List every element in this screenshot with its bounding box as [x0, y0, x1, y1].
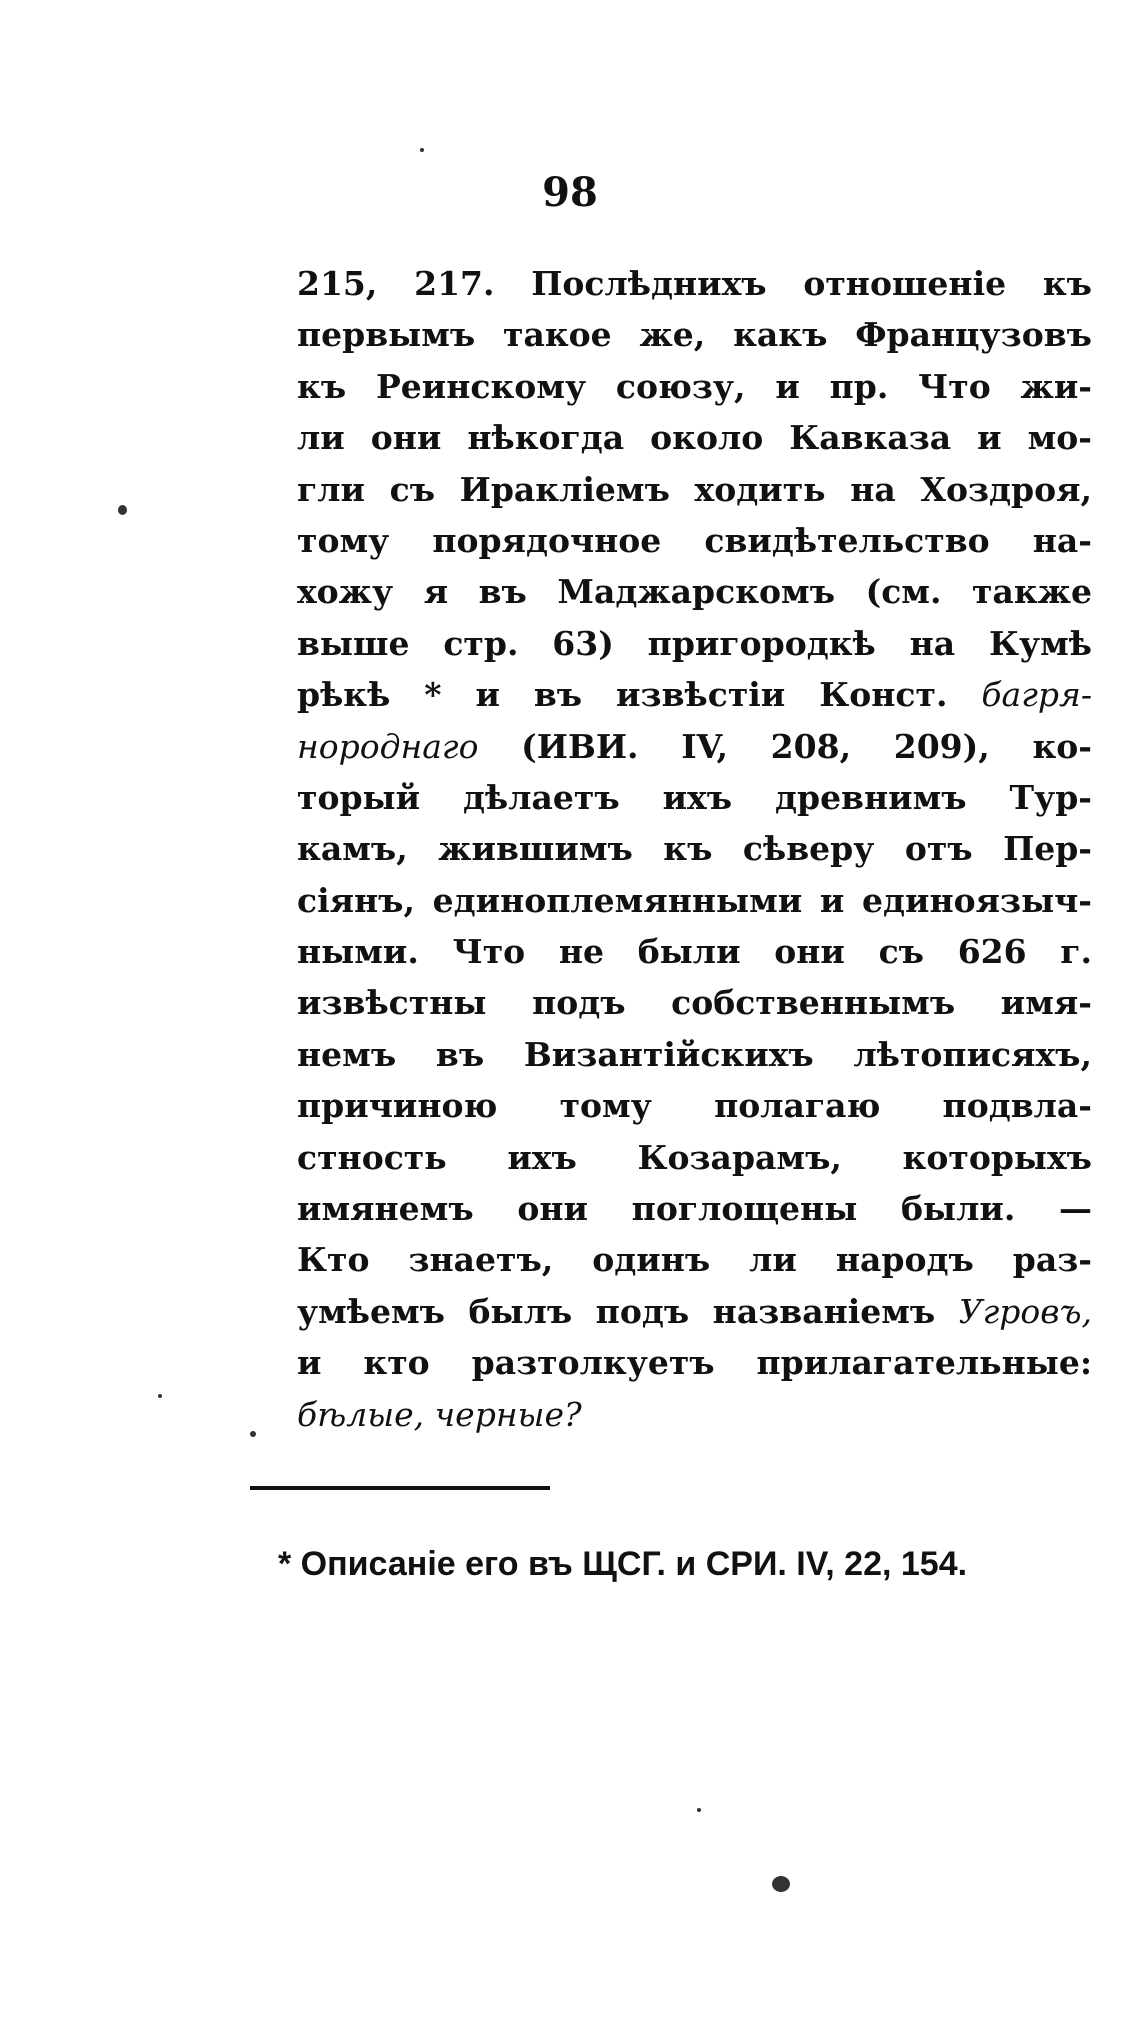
text-run: сіянъ, единоплемянными и единоязыч-	[297, 880, 1092, 920]
text-run: тому порядочное свидѣтельство на-	[297, 520, 1092, 560]
text-run: торый дѣлаетъ ихъ древнимъ Тур-	[297, 777, 1092, 817]
text-line	[297, 1234, 1092, 1285]
scan-speck	[250, 1431, 256, 1437]
italic-run: Угровъ,	[958, 1291, 1092, 1331]
text-line	[297, 1080, 1092, 1131]
scan-speck	[420, 148, 424, 152]
text-run: имянемъ они поглощены были. —	[297, 1189, 1092, 1229]
text-line	[297, 618, 1092, 669]
text-run: немъ въ Византійскихъ лѣтописяхъ,	[297, 1034, 1092, 1074]
text-line	[297, 1337, 1092, 1388]
text-line	[297, 875, 1092, 926]
body-text	[297, 258, 1092, 1440]
text-line	[297, 772, 1092, 823]
text-run: гли съ Иракліемъ ходить на Хоздроя,	[297, 469, 1092, 509]
italic-run: бѣлые, черные?	[297, 1394, 582, 1434]
text-run: къ Реинскому союзу, и пр. Что жи-	[297, 366, 1092, 406]
text-line	[297, 721, 1092, 772]
italic-run: нороднаго	[297, 726, 479, 766]
text-line	[297, 309, 1092, 360]
text-run: 215, 217. Послѣднихъ отношеніе къ	[297, 264, 1092, 303]
text-line	[297, 464, 1092, 515]
text-line	[297, 1029, 1092, 1080]
text-line	[297, 1132, 1092, 1183]
footnote-rule	[250, 1486, 550, 1490]
text-line	[297, 823, 1092, 874]
text-line	[297, 926, 1092, 977]
text-line	[297, 1389, 1092, 1440]
text-run: и кто разтолкуетъ прилагательные:	[297, 1343, 1092, 1383]
text-line	[297, 1183, 1092, 1234]
text-run: первымъ такое же, какъ Французовъ	[297, 315, 1092, 355]
text-run: умѣемъ былъ подъ названіемъ	[297, 1291, 959, 1331]
text-run: камъ, жившимъ къ сѣверу отъ Пер-	[297, 829, 1092, 869]
footnote: * Описаніе его въ ЩСГ. и СРИ. IV, 22, 154.	[278, 1545, 968, 1583]
scan-speck	[772, 1876, 790, 1892]
text-run: ли они нѣкогда около Кавказа и мо-	[297, 418, 1092, 458]
text-line	[297, 566, 1092, 617]
text-run: рѣкѣ * и въ извѣстіи Конст.	[297, 675, 982, 715]
page-number: 98	[542, 169, 598, 216]
text-run: стность ихъ Козарамъ, которыхъ	[297, 1137, 1092, 1177]
text-line	[297, 1286, 1092, 1337]
scan-speck	[118, 505, 127, 515]
text-run: выше стр. 63) пригородкѣ на Кумѣ	[297, 623, 1092, 663]
text-run: Кто знаетъ, одинъ ли народъ раз-	[297, 1240, 1092, 1280]
text-run: извѣстны подъ собственнымъ имя-	[297, 983, 1092, 1023]
text-run: причиною тому полагаю подвла-	[297, 1086, 1092, 1126]
text-run: (ИВИ. IV, 208, 209), ко-	[478, 726, 1092, 766]
text-line	[297, 977, 1092, 1028]
text-run: ными. Что не были они съ 626 г.	[297, 932, 1092, 972]
text-line	[297, 412, 1092, 463]
text-line	[297, 515, 1092, 566]
text-line	[297, 361, 1092, 412]
scan-speck	[158, 1394, 162, 1398]
scan-speck	[697, 1808, 701, 1812]
text-line	[297, 258, 1092, 309]
text-run: хожу я въ Маджарскомъ (см. также	[297, 572, 1092, 612]
italic-run: багря-	[981, 675, 1092, 715]
text-line	[297, 669, 1092, 720]
